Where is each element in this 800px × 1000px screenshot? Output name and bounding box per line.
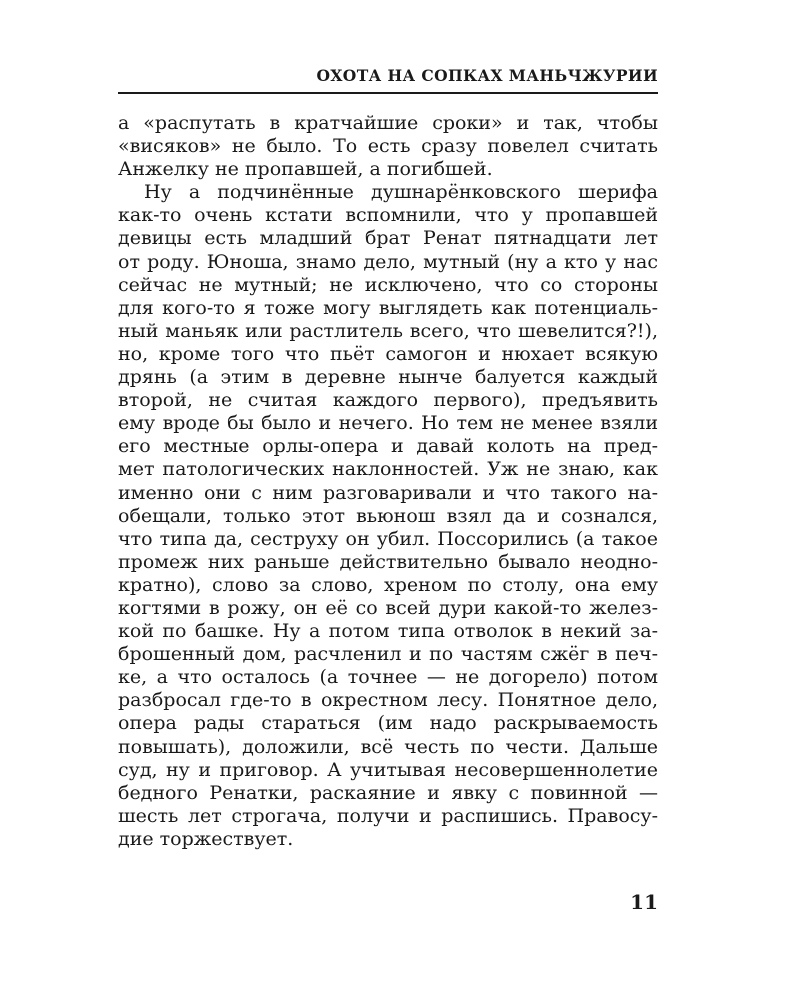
text-line: что типа да, сеструху он убил. Поссорились (а такое	[118, 527, 658, 550]
text-line: кой по башке. Ну а потом типа отволок в некий за-	[118, 620, 658, 643]
text-line: повышать), доложили, всё честь по чести. Дальше	[118, 735, 658, 758]
text-line: бедного Ренатки, раскаяние и явку с повинной —	[118, 781, 658, 804]
text-line: брошенный дом, расчленил и по частям сжёг в печ-	[118, 643, 658, 666]
text-line: опера рады стараться (им надо раскрываемость	[118, 712, 658, 735]
text-line: от роду. Юноша, знамо дело, мутный (ну а кто у нас	[118, 250, 658, 273]
text-line: как-то очень кстати вспомнили, что у пропавшей	[118, 204, 658, 227]
text-line: ке, а что осталось (а точнее — не догорело) потом	[118, 666, 658, 689]
text-line: мет патологических наклонностей. Уж не знаю, как	[118, 458, 658, 481]
text-line: Ну а подчинённые душнарёнковского шерифа	[144, 181, 658, 204]
text-line: обещали, только этот вьюнош взял да и сознался,	[118, 504, 658, 527]
text-line: ный маньяк или растлитель всего, что шевелится?!),	[118, 319, 658, 342]
text-line: для кого-то я тоже могу выглядеть как потенциаль-	[118, 296, 658, 319]
text-line: разбросал где-то в окрестном лесу. Понятное дело,	[118, 689, 658, 712]
text-line: а «распутать в кратчайшие сроки» и так, чтобы	[118, 112, 658, 134]
body-text	[118, 112, 658, 851]
text-line: ему вроде бы было и нечего. Но тем не менее взяли	[118, 412, 658, 435]
text-line: суд, ну и приговор. А учитывая несовершеннолетие	[118, 758, 658, 781]
text-line: его местные орлы-опера и давай колоть на пред-	[118, 435, 658, 458]
page-number: 11	[630, 890, 658, 914]
text-line: дрянь (а этим в деревне нынче балуется каждый	[118, 366, 658, 389]
header-rule	[118, 92, 658, 94]
text-line: «висяков» не было. То есть сразу повелел считать	[118, 135, 658, 158]
text-line: когтями в рожу, он её со всей дури какой-то желез-	[118, 596, 658, 619]
text-line: сейчас не мутный; не исключено, что со стороны	[118, 273, 658, 296]
text-line: второй, не считая каждого первого), предъявить	[118, 389, 658, 412]
text-line: промеж них раньше действительно бывало неодно-	[118, 550, 658, 573]
text-line: кратно), слово за слово, хреном по столу, она ему	[118, 573, 658, 596]
text-line: Анжелку не пропавшей, а погибшей.	[118, 158, 493, 181]
running-head-title: ОХОТА НА СОПКАХ МАНЬЧЖУРИИ	[316, 66, 658, 85]
text-line: дие торжествует.	[118, 827, 294, 850]
text-line: именно они с ним разговаривали и что такого на-	[118, 481, 658, 504]
text-line: но, кроме того что пьёт самогон и нюхает всякую	[118, 342, 658, 365]
text-line: шесть лет строгача, получи и распишись. Правосу-	[118, 804, 658, 827]
text-line: девицы есть младший брат Ренат пятнадцати лет	[118, 227, 658, 250]
